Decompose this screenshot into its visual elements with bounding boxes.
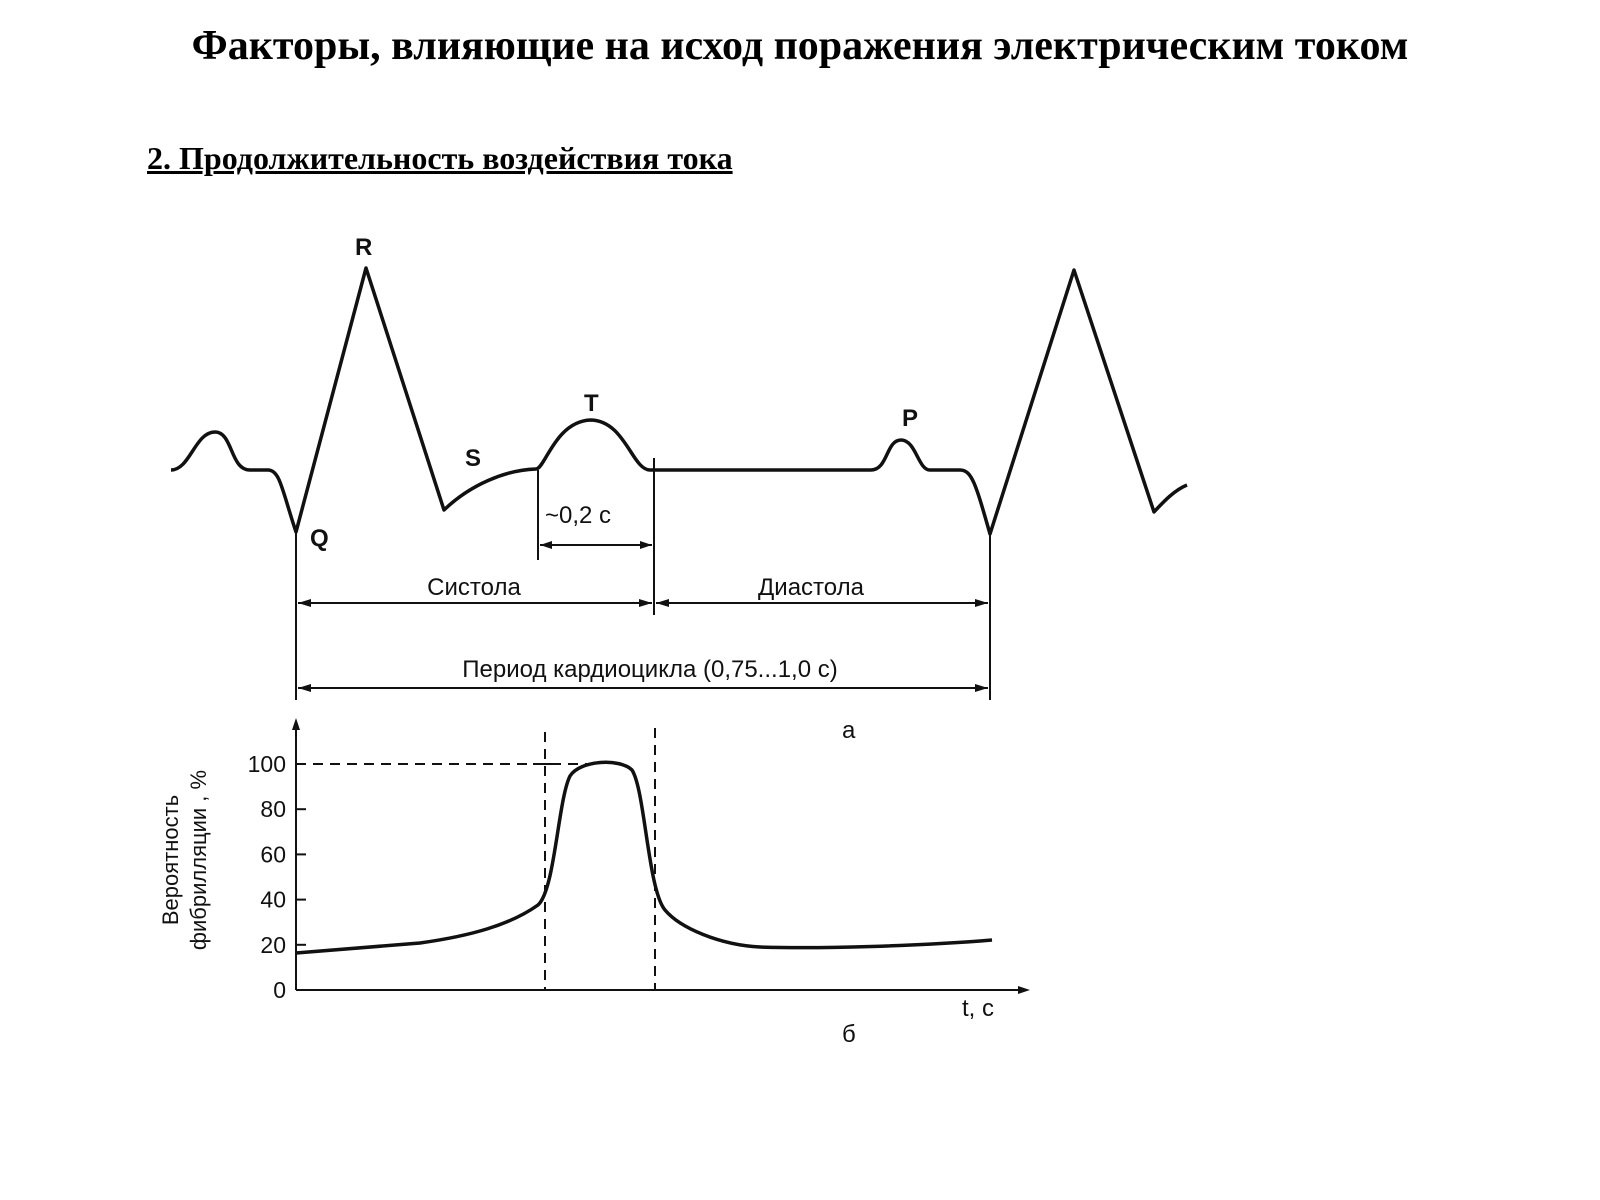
period-label: Период кардиоцикла (0,75...1,0 с) xyxy=(462,656,838,683)
panel-a-label: а xyxy=(842,717,856,744)
ecg-trace xyxy=(171,268,1187,534)
t-wave-label: T xyxy=(584,390,599,417)
section-subtitle: 2. Продолжительность воздействия тока xyxy=(147,140,733,176)
p-wave-label: P xyxy=(902,405,919,432)
y-tick-label: 0 xyxy=(273,977,286,1003)
fibrillation-probability-curve xyxy=(296,762,992,953)
q-wave-label: Q xyxy=(310,525,329,552)
y-tick-label: 20 xyxy=(260,931,286,958)
y-tick-labels xyxy=(248,751,286,1003)
t-interval-dimension xyxy=(540,541,652,549)
y-tick-label: 80 xyxy=(260,796,286,823)
systole-label: Систола xyxy=(427,574,521,601)
y-tick-label: 60 xyxy=(260,841,286,868)
x-axis-label: t, с xyxy=(962,995,995,1022)
y-tick-label: 40 xyxy=(260,886,286,913)
y-axis-label-line2: фибрилляции , % xyxy=(186,769,211,951)
panel-b-label: б xyxy=(842,1021,856,1048)
y-axis-label-line1: Вероятность xyxy=(158,794,183,926)
y-tick-marks xyxy=(296,764,306,990)
t-interval-label: ~0,2 с xyxy=(545,502,612,529)
diastole-label: Диастола xyxy=(758,574,864,601)
r-wave-label: R xyxy=(355,234,373,261)
y-tick-label: 100 xyxy=(247,751,286,777)
period-dimension xyxy=(298,684,988,692)
s-wave-label: S xyxy=(465,445,482,472)
systole-diastole-dimension xyxy=(298,599,988,607)
chart-axes xyxy=(292,718,1030,994)
chart-dashed-guides xyxy=(296,728,655,990)
page-title: Факторы, влияющие на исход поражения электрическим током xyxy=(191,23,1409,69)
